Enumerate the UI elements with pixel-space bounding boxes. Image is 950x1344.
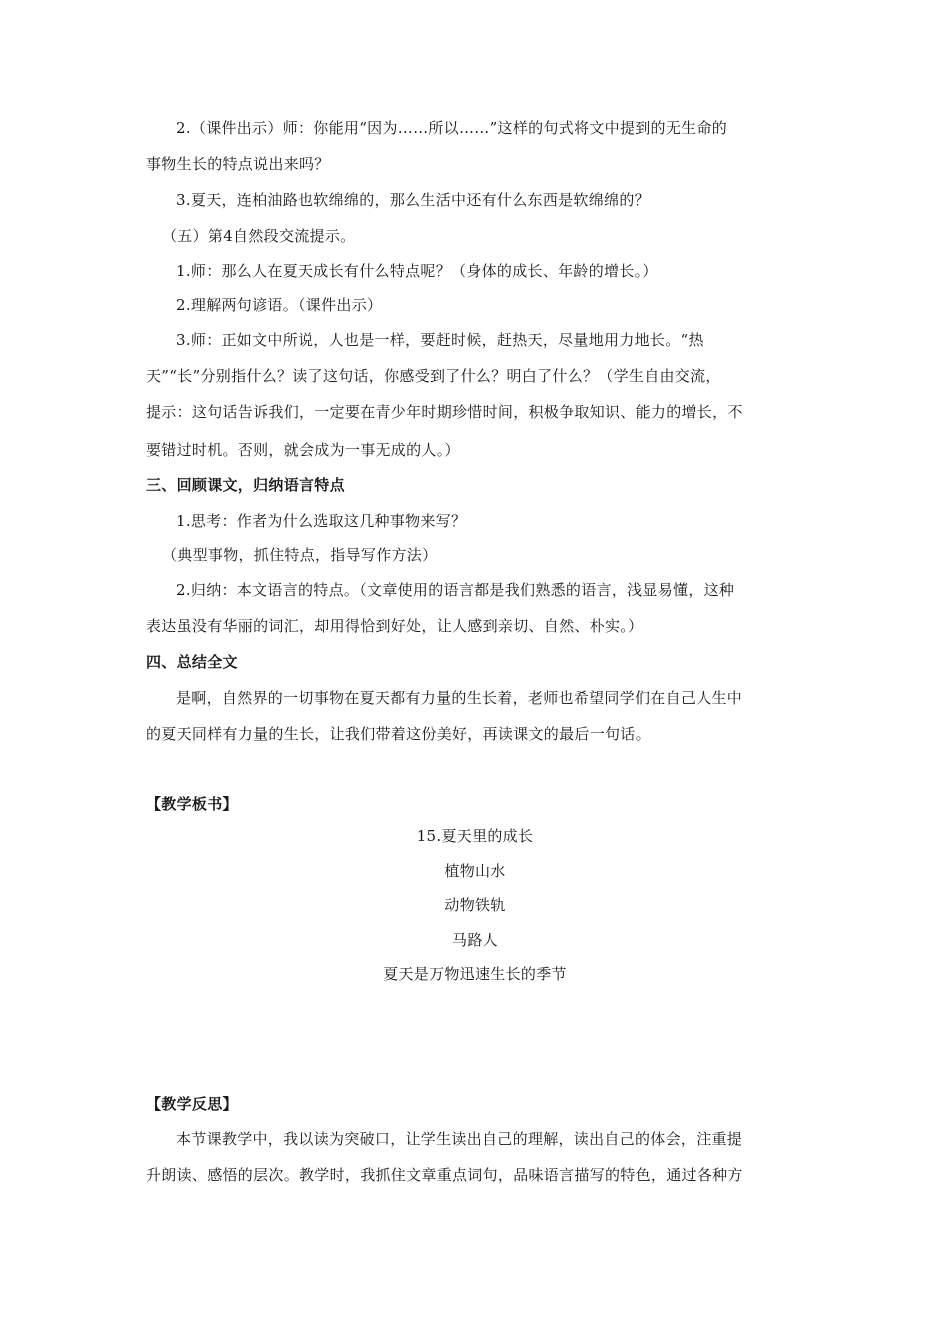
paragraph-line: 2.归纳：本文语言的特点。（文章使用的语言都是我们熟悉的语言，浅显易懂，这种 [176,581,735,599]
paragraph-line: （典型事物，抓住特点，指导写作方法） [162,546,438,564]
paragraph-line: 是啊，自然界的一切事物在夏天都有力量的生长着，老师也希望同学们在自己人生中 [176,689,743,707]
paragraph-line: 3.夏天，连柏油路也软绵绵的，那么生活中还有什么东西是软绵绵的？ [176,191,650,209]
section-heading-review: 三、回顾课文，归纳语言特点 [146,476,345,494]
blackboard-heading: 【教学板书】 [146,795,238,813]
paragraph-line: 升朗读、感悟的层次。教学时，我抓住文章重点词句，品味语言描写的特色，通过各种方 [146,1166,743,1184]
paragraph-line: 要错过时机。否则，就会成为一事无成的人。） [146,441,460,459]
blackboard-line: 植物山水 [444,862,506,880]
paragraph-line: 1.思考：作者为什么选取这几种事物来写？ [176,512,467,530]
subsection-heading: （五）第4自然段交流提示。 [162,227,356,245]
section-heading-summary: 四、总结全文 [146,653,238,671]
paragraph-line: 2.（课件出示）师：你能用“因为……所以……”这样的句式将文中提到的无生命的 [176,119,728,137]
paragraph-line: 事物生长的特点说出来吗？ [146,155,330,173]
paragraph-line: 本节课教学中，我以读为突破口，让学生读出自己的理解，读出自己的体会，注重提 [176,1130,743,1148]
paragraph-line: 1.师：那么人在夏天成长有什么特点呢？（身体的成长、年龄的增长。） [176,262,658,280]
blackboard-summary: 夏天是万物迅速生长的季节 [383,965,567,983]
paragraph-line: 3.师：正如文中所说，人也是一样，要赶时候，赶热天，尽量地用力地长。“热 [176,331,704,349]
paragraph-line: 表达虽没有华丽的词汇，却用得恰到好处，让人感到亲切、自然、朴实。） [146,617,644,635]
blackboard-title: 15.夏天里的成长 [416,827,534,845]
reflection-heading: 【教学反思】 [146,1095,238,1113]
paragraph-line: 2.理解两句谚语。（课件出示） [176,296,383,314]
blackboard-line: 动物铁轨 [444,896,506,914]
paragraph-line: 的夏天同样有力量的生长，让我们带着这份美好，再读课文的最后一句话。 [146,725,651,743]
paragraph-line: 天”“长”分别指什么？读了这句话，你感受到了什么？明白了什么？（学生自由交流， [146,367,721,385]
blackboard-line: 马路人 [452,931,498,949]
paragraph-line: 提示：这句话告诉我们，一定要在青少年时期珍惜时间，积极争取知识、能力的增长，不 [146,403,743,421]
